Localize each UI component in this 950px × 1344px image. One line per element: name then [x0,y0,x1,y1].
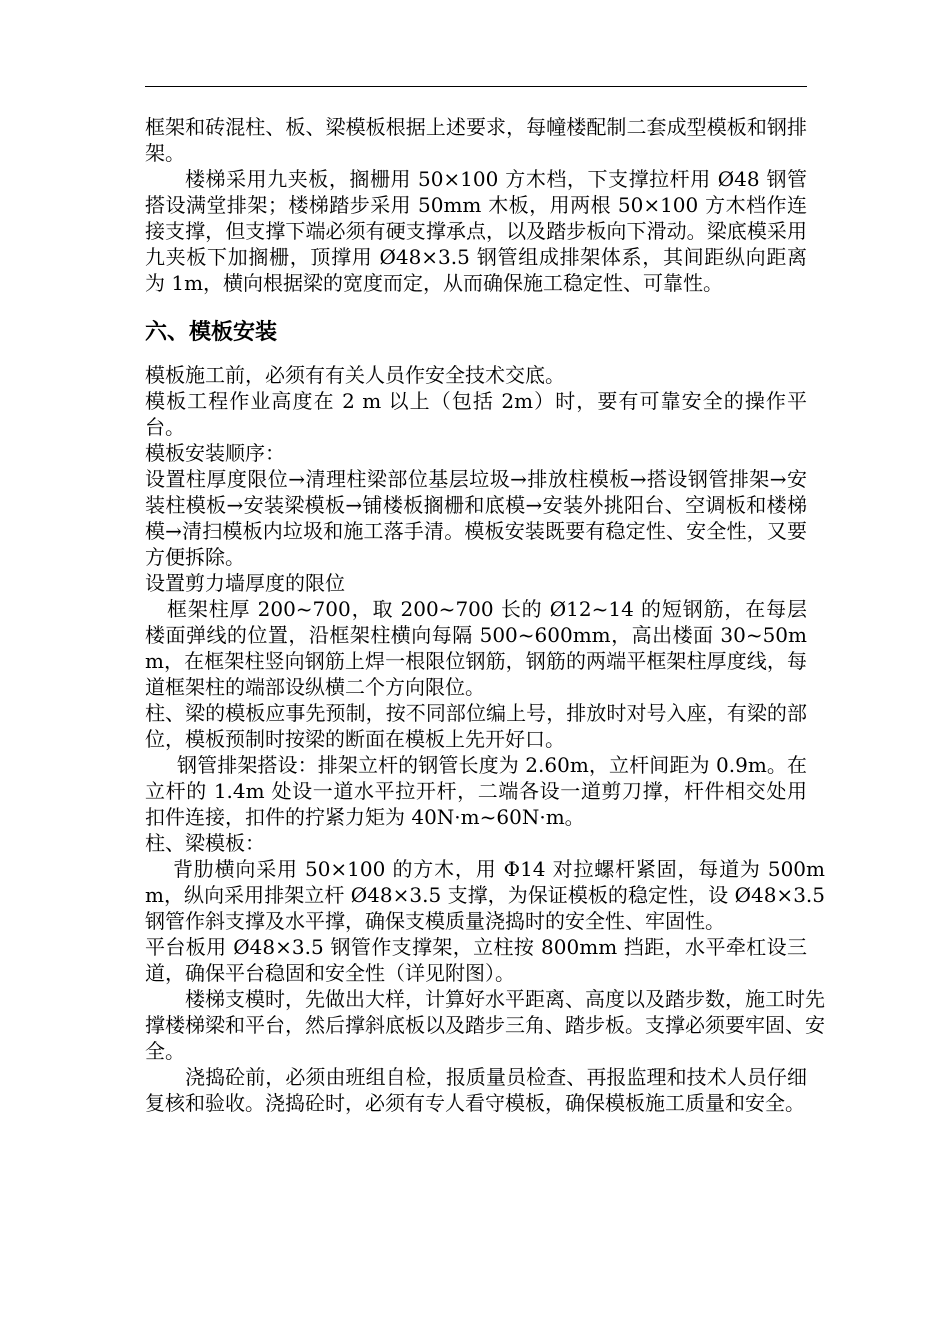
paragraph-column-beam-heading: 柱、梁模板： [145,831,265,855]
section-title: 六、模板安装 [145,320,278,345]
paragraph-formwork-sets: 框架和砖混柱、板、梁模板根据上述要求，每幢楼配制二套成型模板和钢排架。 [145,115,807,165]
paragraph-install-order-heading: 模板安装顺序： [145,441,285,465]
paragraph-safety-briefing: 模板施工前，必须有有关人员作安全技术交底。 [145,363,565,387]
paragraph-column-limit: 框架柱厚 200~700，取 200~700 长的 Ø12~14 的短钢筋，在每层楼面弹线的位置，沿框架柱横向每隔 500~600mm，高出楼面 30~50mm，在框架柱竖向钢筋上焊一根限位钢筋，钢筋的两端平框架柱厚度线，每道框架柱的端部设纵横二个方向限位。 [145,597,807,699]
paragraph-work-platform: 模板工程作业高度在 2 m 以上（包括 2m）时，要有可靠安全的操作平台。 [145,389,807,439]
paragraph-scaffold: 钢管排架搭设：排架立杆的钢管长度为 2.60m，立杆间距为 0.9m。在立杆的 1.4m 处设一道水平拉开杆，二端各设一道剪刀撑，杆件相交处用扣件连接，扣件的拧紧力矩为 40N·m~60N·m。 [145,753,807,829]
paragraph-stair-support: 楼梯支模时，先做出大样，计算好水平距离、高度以及踏步数，施工时先撑楼梯梁和平台，然后撑斜底板以及踏步三角、踏步板。支撑必须要牢固、安全。 [145,987,825,1063]
paragraph-prefab-formwork: 柱、梁的模板应事先预制，按不同部位编上号，排放时对号入座，有梁的部位，模板预制时按梁的断面在模板上先开好口。 [145,701,807,751]
paragraph-backing-ribs: 背肋横向采用 50×100 的方木，用 Φ14 对拉螺杆紧固，每道为 500mm，纵向采用排架立杆 Ø48×3.5 支撑，为保证模板的稳定性，设 Ø48×3.5 钢管作斜支撑及水平撑，确保支模质量浇捣时的安全性、牢固性。 [145,857,825,933]
paragraph-shear-wall-limit-heading: 设置剪力墙厚度的限位 [145,571,345,595]
paragraph-install-order: 设置柱厚度限位→清理柱梁部位基层垃圾→排放柱模板→搭设钢管排架→安装柱模板→安装梁模板→铺楼板搁栅和底模→安装外挑阳台、空调板和楼梯模→清扫模板内垃圾和施工落手清。模板安装既要有稳定性、安全性，又要方便拆除。 [145,467,807,569]
paragraph-stair-formwork: 楼梯采用九夹板，搁栅用 50×100 方木档，下支撑拉杆用 Ø48 钢管搭设满堂排架；楼梯踏步采用 50mm 木板，用两根 50×100 方木档作连接支撑，但支撑下端必须有硬支撑承点，以及踏步板向下滑动。梁底模采用九夹板下加搁栅，顶撑用 Ø48×3.5 钢管组成排架体系，其间距纵向距离为 1m，横向根据梁的宽度而定，从而确保施工稳定性、可靠性。 [145,167,807,295]
document-body [145,114,825,1116]
paragraph-concrete-pouring: 浇捣砼前，必须由班组自检，报质量员检查、再报监理和技术人员仔细复核和验收。浇捣砼时，必须有专人看守模板，确保模板施工质量和安全。 [145,1065,807,1115]
paragraph-platform-slab: 平台板用 Ø48×3.5 钢管作支撑架，立柱按 800mm 挡距，水平牵杠设三道，确保平台稳固和安全性（详见附图）。 [145,935,807,985]
header-rule [145,86,807,87]
